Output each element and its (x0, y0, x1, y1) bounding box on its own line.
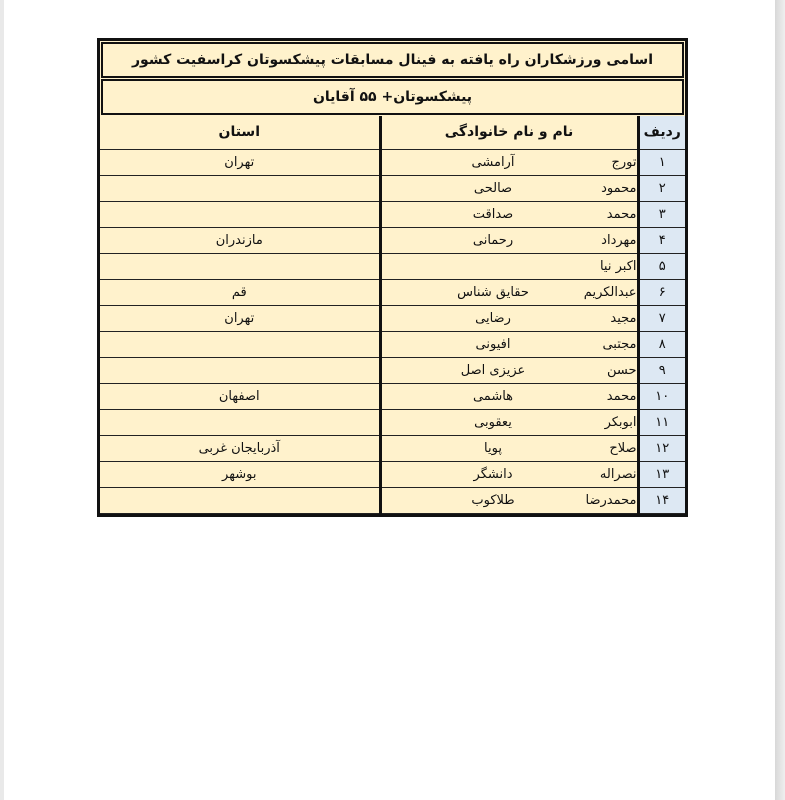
athlete-last-name: دانشگر (473, 466, 513, 482)
athlete-last-name: آرامشی (471, 154, 515, 170)
table-row (100, 487, 685, 513)
row-index: ۱۱ (638, 409, 685, 435)
athlete-first-name: حسن (606, 362, 637, 378)
table-row (100, 149, 685, 175)
athlete-first-name: صلاح (609, 440, 637, 456)
athlete-first-name: نصراله (599, 466, 637, 482)
athlete-name-cell (380, 331, 638, 357)
table-row (100, 435, 685, 461)
province-cell: آذربایجان غربی (100, 435, 380, 461)
athlete-name-cell (380, 149, 638, 175)
province-cell (100, 357, 380, 383)
row-index: ۶ (638, 279, 685, 305)
athlete-first-name: مجید (610, 310, 637, 326)
row-index: ۵ (638, 253, 685, 279)
athlete-first-name: محمد (606, 206, 637, 222)
athlete-name-cell (380, 435, 638, 461)
athlete-name-cell (380, 227, 638, 253)
athlete-last-name: افیونی (475, 336, 511, 352)
athlete-last-name: هاشمی (472, 388, 514, 404)
table-row (100, 331, 685, 357)
row-index: ۱۴ (638, 487, 685, 513)
athlete-first-name: محمد (606, 388, 637, 404)
table-row (100, 305, 685, 331)
athlete-first-name: اکبر نیا (599, 258, 637, 274)
athlete-last-name: طلاکوب (471, 492, 515, 508)
athlete-last-name (382, 259, 565, 274)
header-index: ردیف (638, 116, 685, 149)
row-index: ۲ (638, 175, 685, 201)
table-header-row (100, 116, 685, 149)
table-row (100, 201, 685, 227)
row-index: ۳ (638, 201, 685, 227)
row-index: ۹ (638, 357, 685, 383)
category-subtitle: پیشکسوتان+ ۵۵ آقایان (101, 79, 684, 115)
header-province: استان (100, 116, 380, 149)
row-index: ۱۰ (638, 383, 685, 409)
province-cell: بوشهر (100, 461, 380, 487)
table-body (100, 149, 685, 513)
athlete-name-cell (380, 279, 638, 305)
athlete-last-name: صالحی (473, 180, 513, 196)
athlete-name-cell (380, 409, 638, 435)
province-cell: مازندران (100, 227, 380, 253)
athlete-first-name: ابوبکر (604, 414, 637, 430)
page-edge-left (0, 0, 4, 800)
athlete-first-name: محمدرضا (585, 492, 637, 508)
province-cell (100, 331, 380, 357)
row-index: ۷ (638, 305, 685, 331)
table-row (100, 383, 685, 409)
province-cell (100, 201, 380, 227)
province-cell: تهران (100, 149, 380, 175)
athlete-first-name: محمود (601, 180, 637, 196)
athlete-name-cell (380, 175, 638, 201)
row-index: ۴ (638, 227, 685, 253)
table-row (100, 227, 685, 253)
athlete-name-cell (380, 201, 638, 227)
province-cell: قم (100, 279, 380, 305)
table-row (100, 409, 685, 435)
page-edge-right (775, 0, 785, 800)
province-cell (100, 253, 380, 279)
document-title: اسامی ورزشکاران راه یافته به فینال مسابقات پیشکسوتان کراسفیت کشور (101, 42, 684, 78)
athlete-name-cell (380, 461, 638, 487)
province-cell (100, 175, 380, 201)
table-row (100, 461, 685, 487)
row-index: ۸ (638, 331, 685, 357)
athlete-last-name: عزیزی اصل (460, 362, 526, 378)
athletes-table (100, 116, 685, 514)
results-sheet (97, 38, 688, 517)
athlete-name-cell (380, 253, 638, 279)
athlete-last-name: رحمانی (472, 232, 514, 248)
athlete-name-cell (380, 357, 638, 383)
header-name: نام و نام خانوادگی (380, 116, 638, 149)
athlete-last-name: صداقت (472, 206, 514, 222)
table-row (100, 279, 685, 305)
athlete-name-cell (380, 487, 638, 513)
athlete-last-name: پویا (484, 440, 502, 456)
athlete-first-name: مهرداد (601, 232, 637, 248)
table-row (100, 175, 685, 201)
province-cell (100, 409, 380, 435)
province-cell: تهران (100, 305, 380, 331)
athlete-name-cell (380, 383, 638, 409)
athlete-name-cell (380, 305, 638, 331)
row-index: ۱۲ (638, 435, 685, 461)
athlete-last-name: رضایی (475, 310, 511, 326)
athlete-last-name: یعقوبی (474, 414, 512, 430)
athlete-first-name: مجتبی (602, 336, 637, 352)
athlete-first-name: تورج (611, 154, 637, 170)
table-row (100, 357, 685, 383)
province-cell: اصفهان (100, 383, 380, 409)
province-cell (100, 487, 380, 513)
table-row (100, 253, 685, 279)
athlete-last-name: حقایق شناس (457, 284, 529, 300)
athlete-first-name: عبدالکریم (583, 284, 637, 300)
row-index: ۱۳ (638, 461, 685, 487)
row-index: ۱ (638, 149, 685, 175)
